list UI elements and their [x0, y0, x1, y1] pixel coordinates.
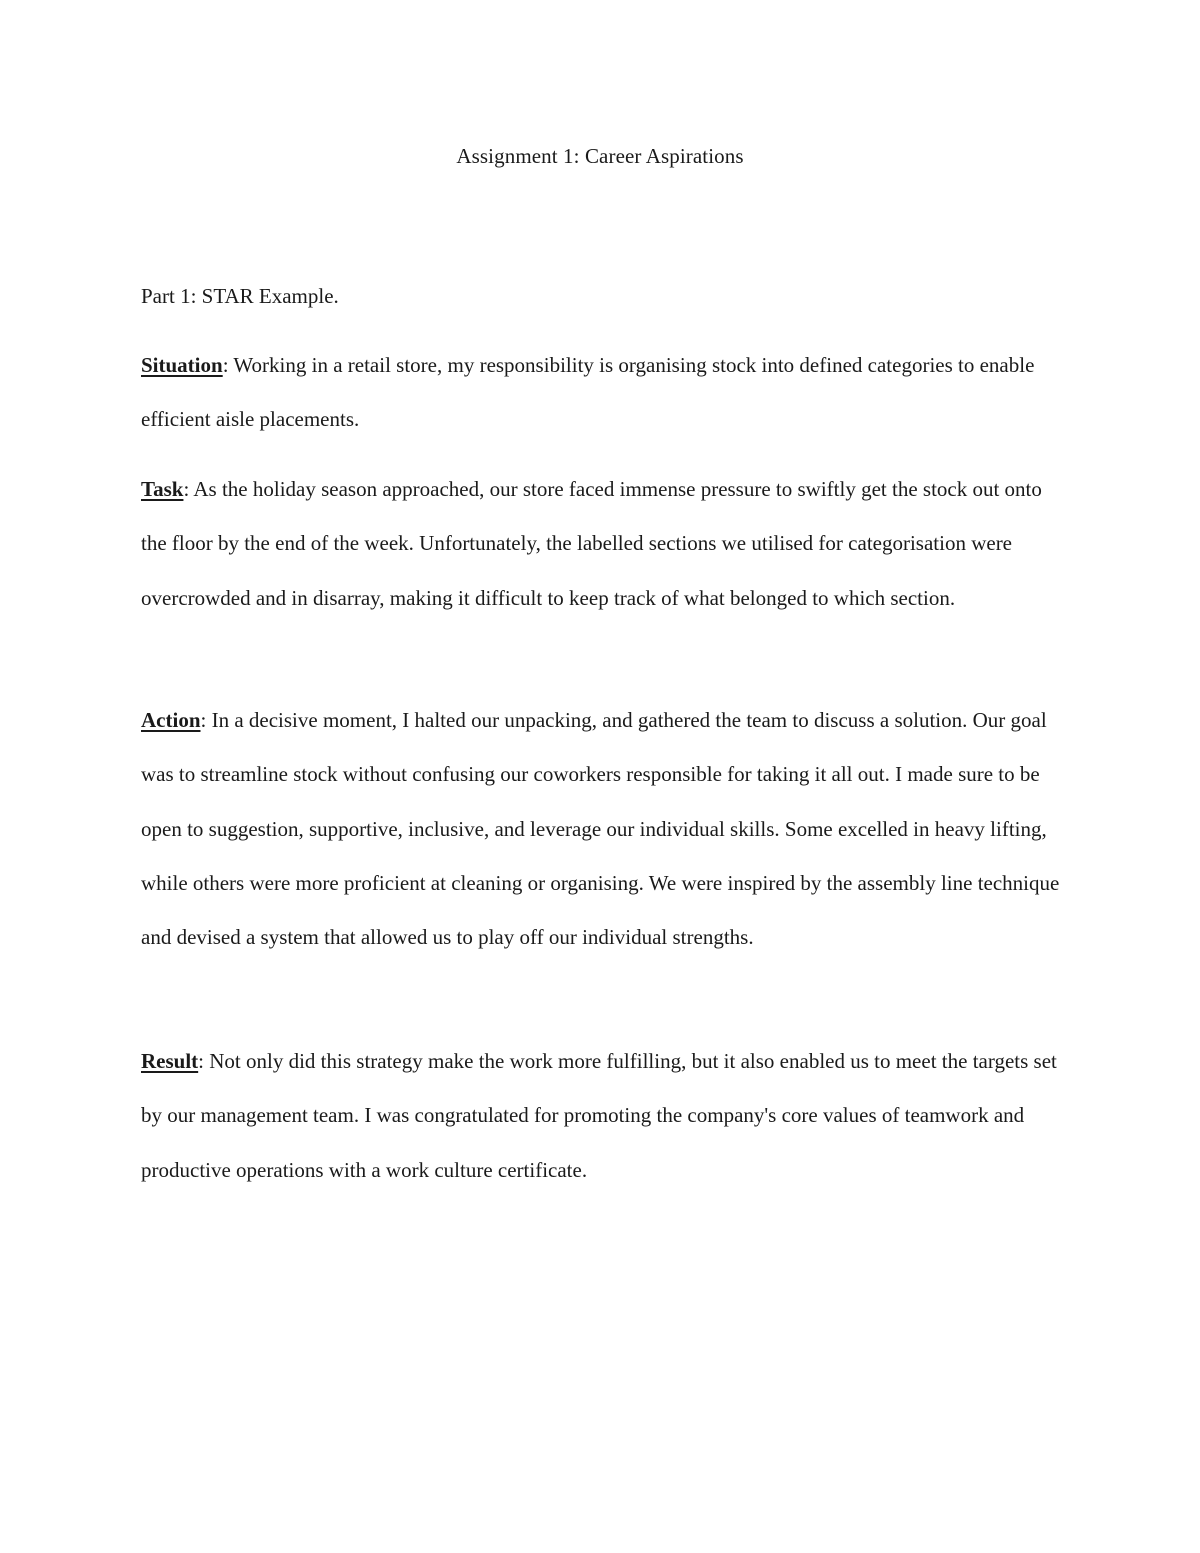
part-heading: Part 1: STAR Example. [141, 284, 339, 308]
task-text: : As the holiday season approached, our store faced immense pressure to swiftly get the stock out onto the floor by the end of the week. Unfortunately, the labelled sections we utilised for categorisation were overcrowded and in disarray, making it difficult to keep track of what belonged to which section. [141, 477, 1042, 610]
result-text: : Not only did this strategy make the work more fulfilling, but it also enabled us to meet the targets set by our management team. I was congratulated for promoting the company's core values of teamwork and productive operations with a work culture certificate. [141, 1049, 1057, 1182]
situation-paragraph [141, 338, 1066, 447]
situation-text: : Working in a retail store, my responsibility is organising stock into defined categories to enable efficient aisle placements. [141, 353, 1035, 432]
action-paragraph [141, 693, 1066, 964]
result-label: Result [141, 1049, 199, 1073]
task-paragraph [141, 462, 1066, 625]
result-paragraph [141, 1034, 1066, 1197]
situation-label: Situation [141, 353, 223, 377]
action-label: Action [141, 708, 201, 732]
task-label: Task [141, 477, 184, 501]
action-text: : In a decisive moment, I halted our unpacking, and gathered the team to discuss a solution. Our goal was to streamline stock without confusing our coworkers responsible for taking it all out. I made sure to be open to suggestion, supportive, inclusive, and leverage our individual skills. Some excelled in heavy lifting, while others were more proficient at cleaning or organising. We were inspired by the assembly line technique and devised a system that allowed us to play off our individual strengths. [141, 708, 1060, 950]
document-title: Assignment 1: Career Aspirations [456, 144, 744, 168]
